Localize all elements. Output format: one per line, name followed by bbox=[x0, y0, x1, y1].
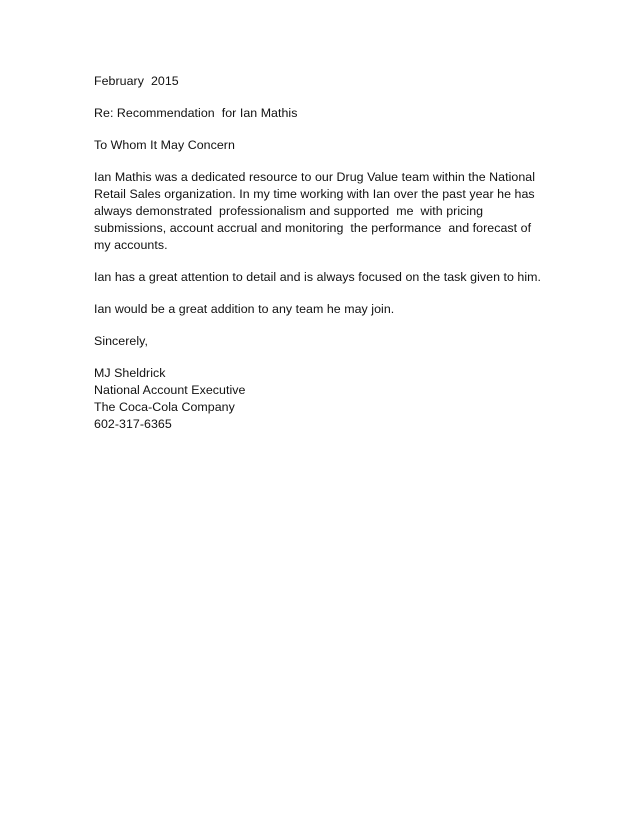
letter-closing: Sincerely, bbox=[94, 334, 148, 348]
letter-subject: Re: Recommendation for Ian Mathis bbox=[94, 106, 298, 120]
recommendation-letter bbox=[94, 73, 546, 433]
signature-title: National Account Executive bbox=[94, 383, 246, 397]
letter-paragraph-1: Ian Mathis was a dedicated resource to our Drug Value team within the National Retail Sales organization. In my time working with Ian over the past year he has always demonstrated professionalism and supported me with pricing submissions, account accrual and monitoring the performance and forecast of my accounts. bbox=[94, 170, 539, 252]
letter-paragraph-3: Ian would be a great addition to any team he may join. bbox=[94, 302, 395, 316]
letter-paragraph-2: Ian has a great attention to detail and is always focused on the task given to him. bbox=[94, 270, 542, 284]
signature-name: MJ Sheldrick bbox=[94, 366, 166, 380]
letter-salutation: To Whom It May Concern bbox=[94, 138, 235, 152]
signature-company: The Coca-Cola Company bbox=[94, 400, 235, 414]
letter-date: February 2015 bbox=[94, 74, 179, 88]
signature-phone: 602-317-6365 bbox=[94, 417, 172, 431]
signature-block bbox=[94, 365, 546, 433]
